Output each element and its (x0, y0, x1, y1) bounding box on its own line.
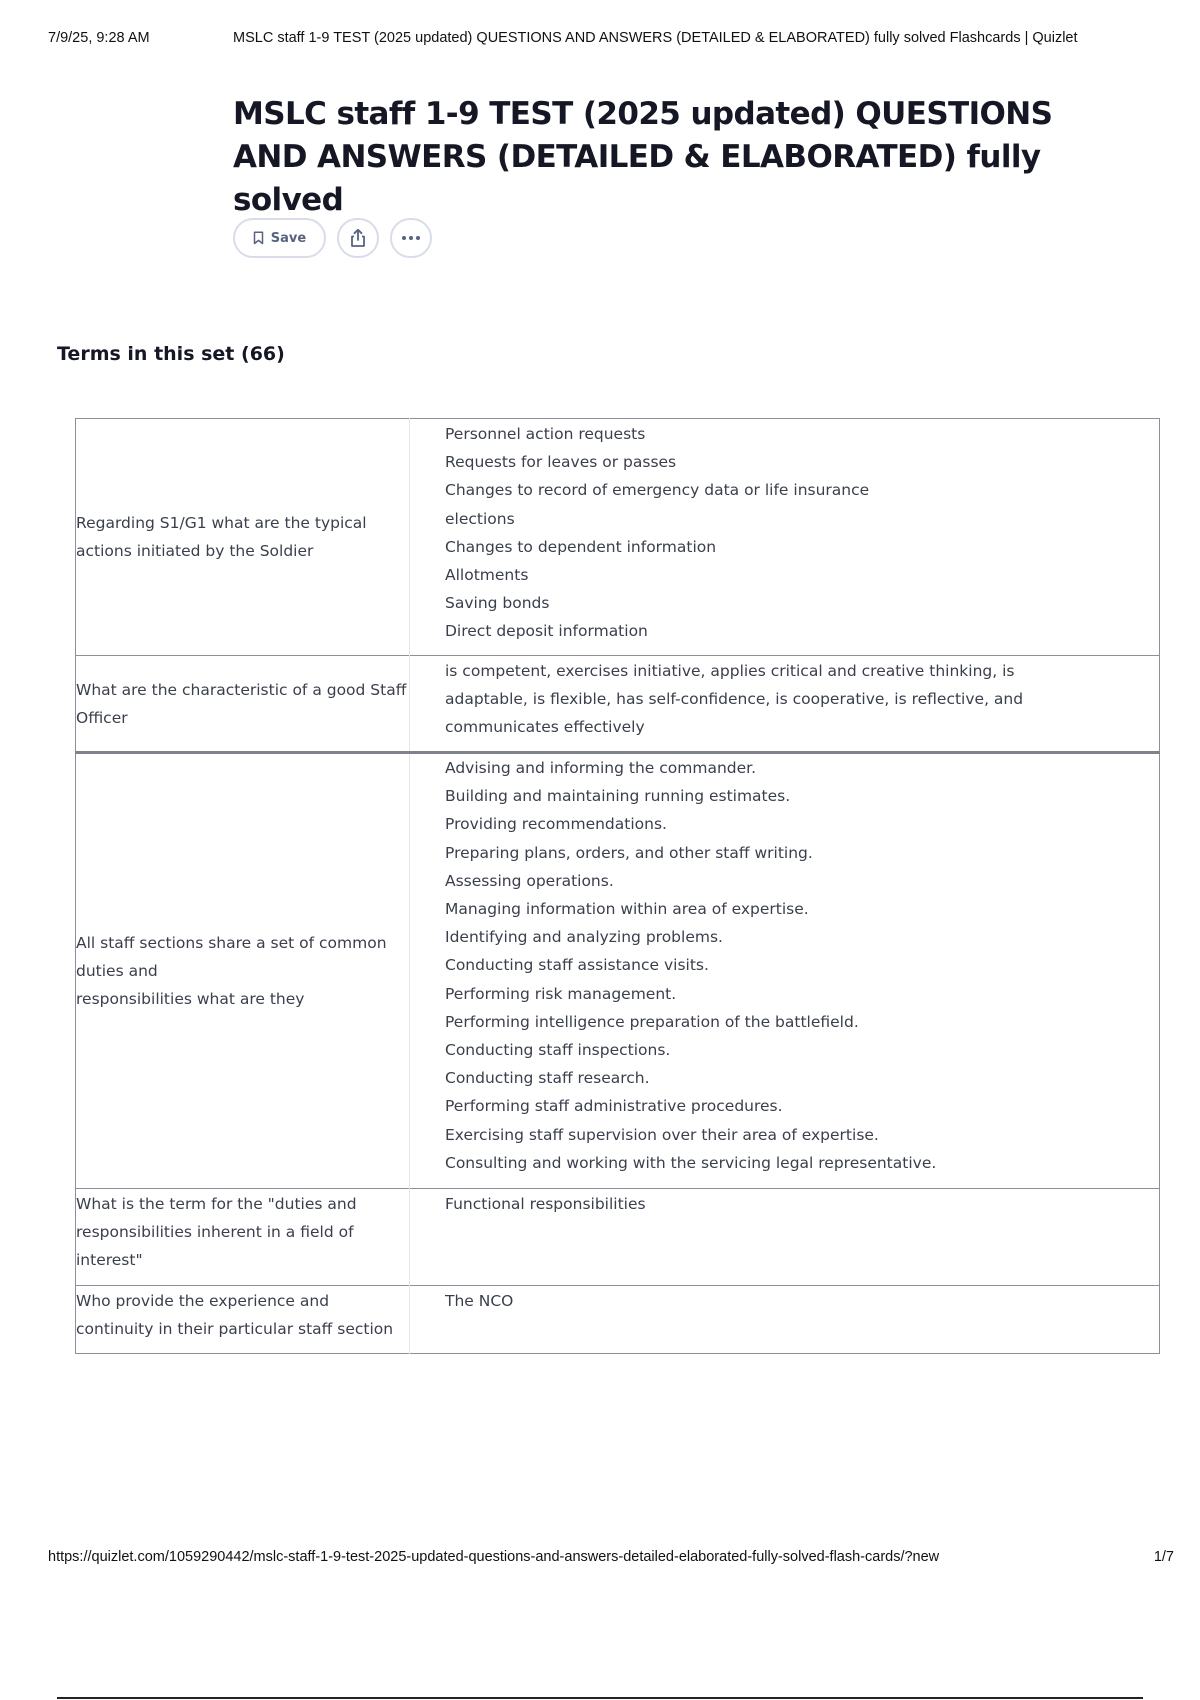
definition-line: Direct deposit information (445, 622, 648, 641)
print-datetime: 7/9/25, 9:28 AM (48, 30, 150, 46)
definition-cell (410, 1286, 1160, 1354)
definition-list (445, 420, 1159, 646)
definition-line: is competent, exercises initiative, applies critical and creative thinking, is (445, 662, 1015, 680)
definition-line: Preparing plans, orders, and other staff writing. (445, 843, 813, 862)
more-options-icon (401, 235, 421, 241)
definition-line: Performing risk management. (445, 984, 677, 1003)
definition-line: Saving bonds (445, 594, 550, 613)
term-row (76, 1286, 1160, 1354)
term-cell (76, 419, 410, 656)
definition-line: Providing recommendations. (445, 815, 667, 834)
print-document-title: MSLC staff 1-9 TEST (2025 updated) QUESTIONS AND ANSWERS (DETAILED & ELABORATED) fully solved Flashcards | Quizlet (233, 30, 1078, 46)
bookmark-icon (253, 231, 264, 245)
definition-cell (410, 419, 1160, 656)
definition-cell (410, 1189, 1160, 1286)
definition-list (445, 754, 1159, 1177)
term-cell (76, 1189, 410, 1286)
definition-line: adaptable, is flexible, has self-confidence, is cooperative, is reflective, and (445, 690, 1024, 709)
share-icon (349, 228, 367, 248)
set-actions (233, 218, 432, 262)
definition-line: Conducting staff inspections. (445, 1041, 671, 1060)
page-title: MSLC staff 1-9 TEST (2025 updated) QUESTIONS AND ANSWERS (DETAILED & ELABORATED) fully solved (233, 96, 1053, 218)
definition-line: Requests for leaves or passes (445, 453, 677, 472)
term-text-line: responsibilities inherent in a field of (76, 1223, 354, 1241)
definition-line: Functional responsibilities (445, 1195, 646, 1213)
page-divider (57, 1697, 1143, 1699)
definition-list (445, 1287, 1159, 1315)
definition-line: Consulting and working with the servicing legal representative. (445, 1153, 937, 1172)
definition-line: Managing information within area of expertise. (445, 900, 809, 919)
term-cell (76, 1286, 410, 1354)
term-cell (76, 656, 410, 753)
more-options-button[interactable] (390, 218, 432, 258)
term-row (76, 1189, 1160, 1286)
definition-list (445, 657, 1159, 742)
share-button[interactable] (337, 218, 379, 258)
term-text-line: What is the term for the "duties and (76, 1195, 357, 1213)
definition-line: Conducting staff research. (445, 1069, 650, 1088)
definition-cell (410, 753, 1160, 1189)
definition-cell (410, 656, 1160, 753)
term-row (76, 753, 1160, 1189)
definition-line: Personnel action requests (445, 425, 646, 443)
definition-line: Changes to dependent information (445, 537, 717, 556)
save-button[interactable] (233, 218, 326, 258)
term-row (76, 656, 1160, 753)
term-cell (76, 753, 410, 1189)
definition-line: Exercising staff supervision over their area of expertise. (445, 1125, 879, 1144)
term-text-line: duties and (76, 962, 158, 980)
term-text-line: Who provide the experience and (76, 1292, 330, 1310)
definition-line: Advising and informing the commander. (445, 759, 757, 777)
definition-line: Identifying and analyzing problems. (445, 928, 723, 947)
definition-line: communicates effectively (445, 718, 645, 737)
term-text-line: All staff sections share a set of common (76, 934, 387, 952)
definition-line: elections (445, 509, 515, 528)
page-url: https://quizlet.com/1059290442/mslc-staff-1-9-test-2025-updated-questions-and-answers-detailed-elaborated-fully-solved-flash-cards/?new (48, 1549, 940, 1565)
definition-line: Changes to record of emergency data or life insurance (445, 481, 870, 500)
terms-table (75, 418, 1160, 1354)
term-row (76, 419, 1160, 656)
definition-list (445, 1190, 1159, 1218)
term-text: What are the characteristic of a good Staff Officer (76, 680, 407, 727)
definition-line: Assessing operations. (445, 871, 614, 890)
definition-line: Performing intelligence preparation of the battlefield. (445, 1012, 859, 1031)
print-header (48, 30, 1176, 50)
term-text-line: responsibilities what are they (76, 990, 305, 1008)
save-label: Save (270, 230, 307, 246)
definition-line: Allotments (445, 566, 529, 585)
definition-line: The NCO (445, 1292, 514, 1310)
term-text: Regarding S1/G1 what are the typical actions initiated by the Soldier (76, 514, 367, 560)
definition-line: Conducting staff assistance visits. (445, 956, 709, 975)
term-text-line: interest" (76, 1251, 143, 1269)
terms-heading: Terms in this set (66) (57, 343, 285, 365)
definition-line: Building and maintaining running estimates. (445, 787, 791, 806)
term-text-line: continuity in their particular staff section (76, 1320, 394, 1338)
definition-line: Performing staff administrative procedures. (445, 1097, 783, 1116)
page-number: 1/7 (1153, 1549, 1174, 1565)
